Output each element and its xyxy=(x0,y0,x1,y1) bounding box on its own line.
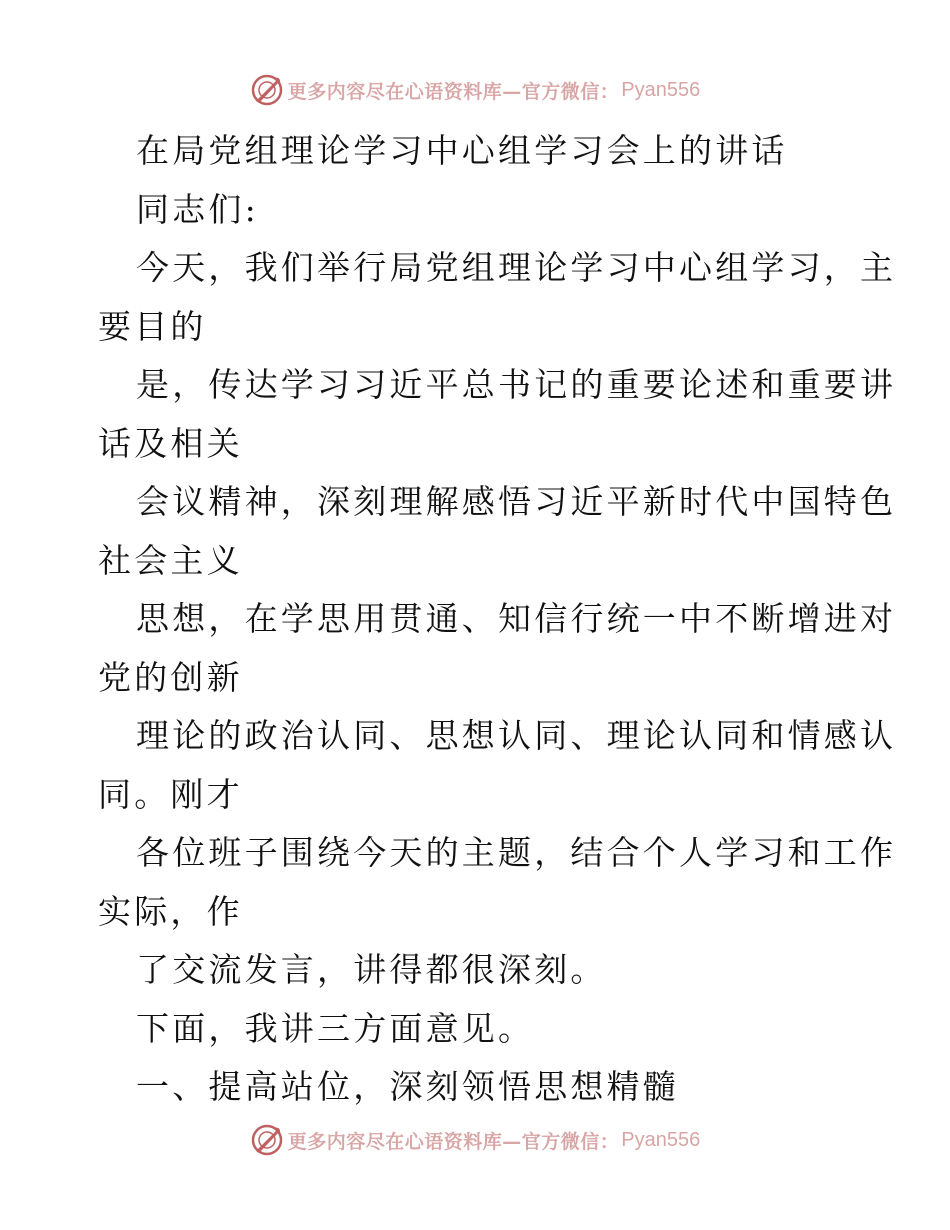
paragraph-line: 今天，我们举行局党组理论学习中心组学习，主 xyxy=(136,248,897,287)
quill-logo-icon xyxy=(250,1123,284,1157)
speech-title: 在局党组理论学习中心组学习会上的讲话 xyxy=(136,131,788,170)
paragraph-line: 了交流发言，讲得都很深刻。 xyxy=(136,950,607,989)
quill-logo-icon xyxy=(250,73,284,107)
paragraph-line: 各位班子围绕今天的主题，结合个人学习和工作 xyxy=(136,833,897,872)
paragraph-line: 实际，作 xyxy=(98,891,243,931)
section-heading: 一、提高站位，深刻领悟思想精髓 xyxy=(136,1067,679,1106)
salutation: 同志们: xyxy=(136,189,259,229)
header-banner-text: 更多内容尽在心语资料库—官方微信： xyxy=(287,80,620,103)
paragraph-line: 要目的 xyxy=(98,306,207,346)
footer-wechat-id: Pyan556 xyxy=(621,1128,701,1151)
paragraph-line: 同。刚才 xyxy=(98,774,243,814)
paragraph-line: 下面，我讲三方面意见。 xyxy=(136,1008,535,1048)
paragraph-line: 会议精神，深刻理解感悟习近平新时代中国特色 xyxy=(136,482,897,521)
document-body xyxy=(98,122,897,1117)
paragraph-line: 思想，在学思用贯通、知信行统一中不断增进对 xyxy=(136,599,897,638)
header-wechat-id: Pyan556 xyxy=(621,78,701,101)
paragraph-line: 党的创新 xyxy=(98,657,243,697)
paragraph-line: 话及相关 xyxy=(98,423,243,463)
footer-watermark-banner xyxy=(0,1120,950,1160)
footer-banner-text: 更多内容尽在心语资料库—官方微信： xyxy=(287,1130,620,1153)
paragraph-line: 社会主义 xyxy=(98,540,243,580)
paragraph-line: 理论的政治认同、思想认同、理论认同和情感认 xyxy=(136,716,897,755)
header-watermark-banner xyxy=(0,70,950,110)
paragraph-line: 是，传达学习习近平总书记的重要论述和重要讲 xyxy=(136,365,897,404)
